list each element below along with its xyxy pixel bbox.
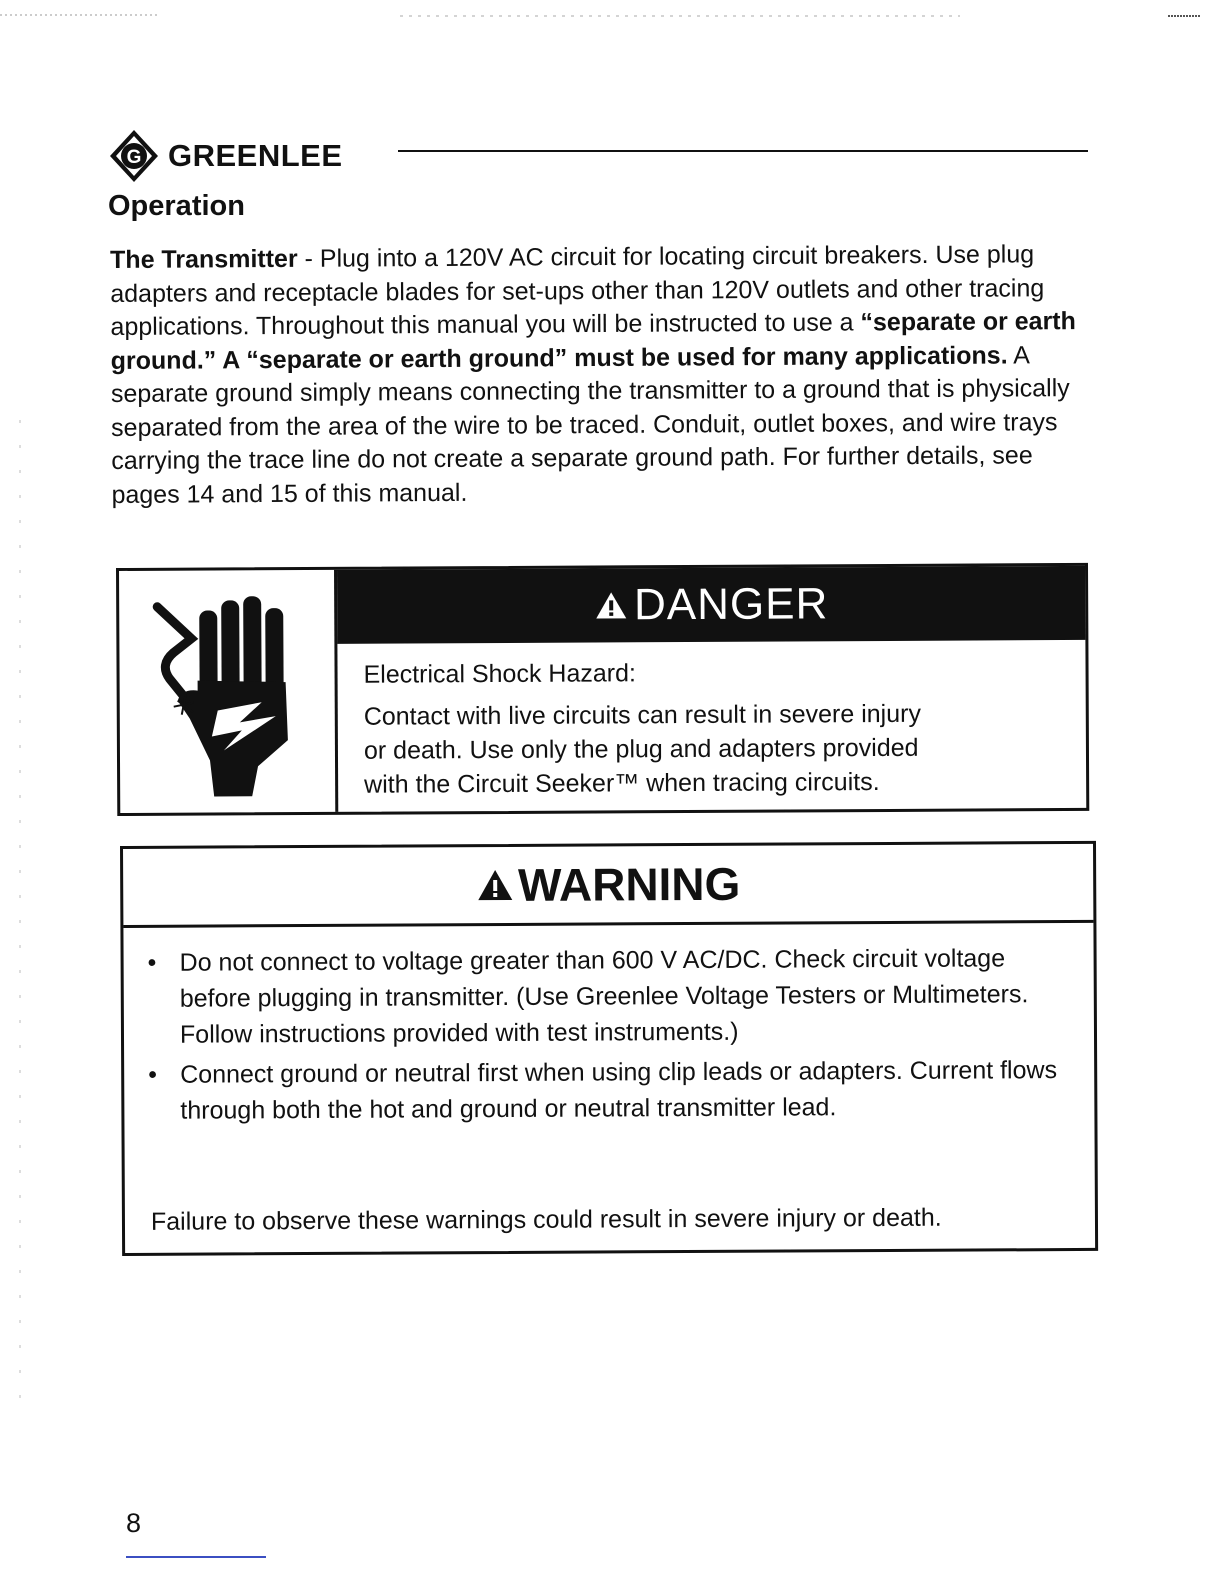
warning-list bbox=[146, 940, 1067, 1133]
page-number: 8 bbox=[126, 1508, 142, 1538]
header-rule bbox=[398, 150, 1088, 152]
danger-title-text: DANGER bbox=[633, 579, 829, 630]
brand-header bbox=[108, 128, 1088, 188]
danger-line: with the Circuit Seeker™ when tracing circuits. bbox=[364, 768, 880, 799]
danger-hazard-label: Electrical Shock Hazard: bbox=[363, 659, 636, 689]
danger-icon-cell bbox=[119, 570, 338, 813]
intro-text-1: - Plug into a 120V AC circuit for locating circuit breakers. Use plug adapters and receptacle blades for set-ups other than 120V outlets and other tracing applications. Throughout this manual you will be instructed to use a bbox=[110, 240, 1045, 341]
brand-name: GREENLEE bbox=[168, 138, 343, 173]
danger-line: Contact with live circuits can result in severe injury bbox=[363, 699, 922, 731]
bullet: • bbox=[147, 948, 157, 977]
warning-title-text: WARNING bbox=[517, 857, 741, 911]
warning-item-text: Connect ground or neutral first when using clip leads or adapters. Current flows through both the hot and ground or neutral transmitter lead. bbox=[180, 1056, 1058, 1125]
warning-box bbox=[120, 841, 1098, 1256]
warning-footer: Failure to observe these warnings could result in severe injury or death. bbox=[150, 1203, 942, 1236]
electrical-shock-hand-icon bbox=[137, 590, 313, 801]
bullet: • bbox=[148, 1060, 158, 1089]
danger-line: or death. Use only the plug and adapters provided bbox=[363, 733, 919, 765]
warning-item-text: Do not connect to voltage greater than 600 V AC/DC. Check circuit voltage before plugging in transmitter. (Use Greenlee Voltage Testers or Multimeters. Follow instructions provided with test instruments.) bbox=[179, 944, 1029, 1049]
footer-rule bbox=[126, 1556, 266, 1558]
warning-item bbox=[146, 940, 1067, 1053]
logo-letter: G bbox=[126, 147, 142, 168]
danger-title bbox=[594, 579, 829, 630]
scan-artifact-top bbox=[0, 12, 1224, 18]
warning-header bbox=[123, 844, 1093, 928]
intro-paragraph bbox=[110, 238, 1097, 512]
danger-header bbox=[337, 566, 1085, 644]
alert-triangle-icon bbox=[594, 590, 628, 620]
intro-text-2: A separate ground simply means connecting the transmitter to a ground that is physically separated from the area of the wire to be traced. Conduit, outlet boxes, and wire trays carrying the trace line do not create a separate ground path. For further details, see pages 14 and 15 of this manual. bbox=[110, 340, 1070, 509]
greenlee-logo-icon bbox=[108, 128, 160, 184]
scan-artifact-left bbox=[18, 420, 22, 1420]
intro-bold-1: “separate or earth ground.” A “separate or earth ground” must be used for many applications. bbox=[110, 307, 1076, 375]
danger-box bbox=[116, 563, 1089, 816]
warning-title bbox=[476, 857, 741, 912]
section-title: Operation bbox=[108, 190, 245, 222]
warning-item bbox=[146, 1052, 1066, 1129]
danger-message bbox=[363, 654, 1064, 802]
alert-triangle-icon bbox=[476, 868, 514, 902]
intro-lead: The Transmitter bbox=[110, 244, 298, 274]
